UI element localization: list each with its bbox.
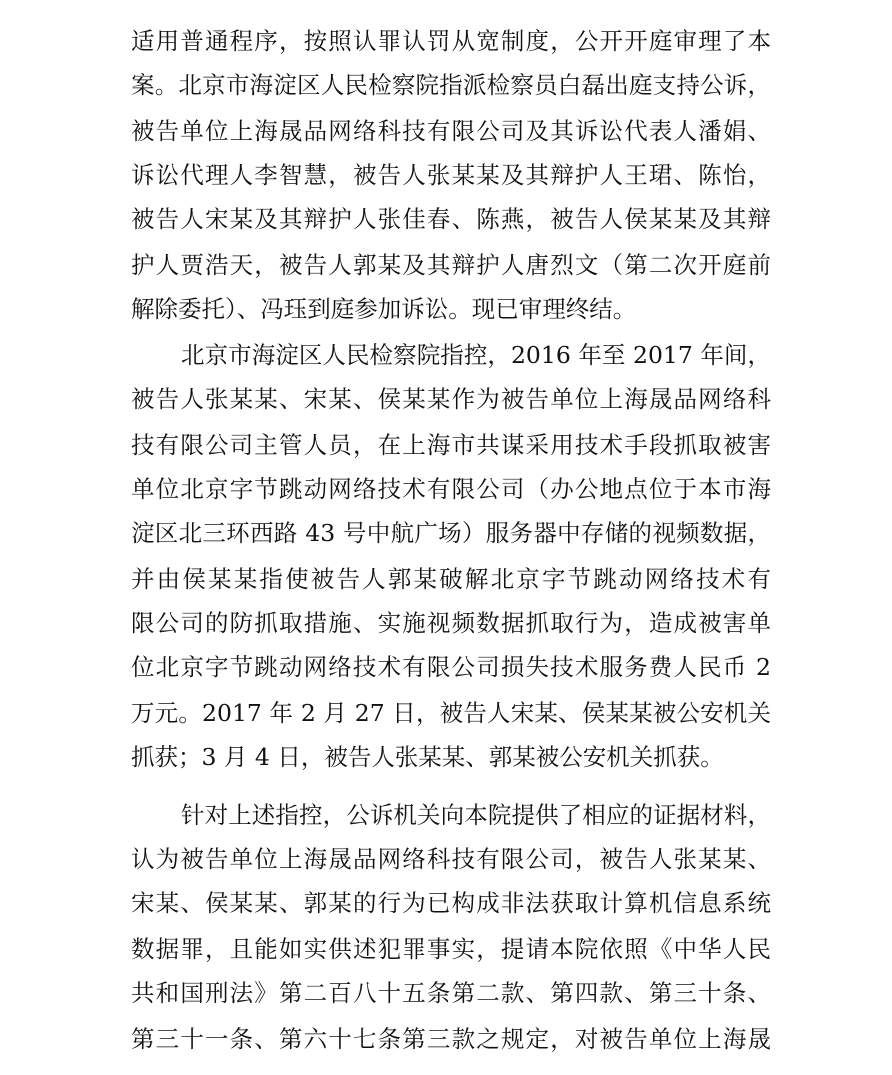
- text-line: 技有限公司主管人员，在上海市共谋采用技术手段抓取被害: [131, 431, 771, 459]
- text-line: 被告单位上海晟品网络科技有限公司及其诉讼代表人潘娟、: [131, 117, 771, 145]
- text-line: 抓获；3 月 4 日，被告人张某某、郭某被公安机关抓获。: [131, 743, 724, 771]
- text-line: 针对上述指控，公诉机关向本院提供了相应的证据材料，: [181, 801, 771, 829]
- text-line: 万元。2017 年 2 月 27 日，被告人宋某、侯某某被公安机关: [131, 699, 771, 727]
- text-line: 解除委托）、冯珏到庭参加诉讼。现已审理终结。: [131, 295, 637, 323]
- text-line: 单位北京字节跳动网络技术有限公司（办公地点位于本市海: [131, 475, 771, 503]
- text-line: 认为被告单位上海晟品网络科技有限公司，被告人张某某、: [131, 845, 771, 873]
- text-line: 护人贾浩天，被告人郭某及其辩护人唐烈文（第二次开庭前: [131, 251, 771, 279]
- text-line: 适用普通程序，按照认罪认罚从宽制度，公开开庭审理了本: [131, 27, 771, 55]
- text-line: 被告人张某某、宋某、侯某某作为被告单位上海晟品网络科: [131, 385, 771, 413]
- text-line: 宋某、侯某某、郭某的行为已构成非法获取计算机信息系统: [131, 889, 771, 917]
- text-line: 数据罪，且能如实供述犯罪事实，提请本院依照《中华人民: [131, 935, 771, 963]
- text-line: 共和国刑法》第二百八十五条第二款、第四款、第三十条、: [131, 979, 771, 1007]
- text-line: 被告人宋某及其辩护人张佳春、陈燕，被告人侯某某及其辩: [131, 205, 771, 233]
- text-line: 限公司的防抓取措施、实施视频数据抓取行为，造成被害单: [131, 609, 771, 637]
- text-line: 淀区北三环西路 43 号中航广场）服务器中存储的视频数据，: [131, 519, 771, 547]
- text-line: 案。北京市海淀区人民检察院指派检察员白磊出庭支持公诉，: [131, 71, 771, 99]
- text-line: 位北京字节跳动网络技术有限公司损失技术服务费人民币 2: [131, 653, 771, 681]
- text-line: 诉讼代理人李智慧，被告人张某某及其辩护人王珺、陈怡，: [131, 161, 771, 189]
- text-line: 北京市海淀区人民检察院指控，2016 年至 2017 年间，: [181, 341, 771, 369]
- text-line: 第三十一条、第六十七条第三款之规定，对被告单位上海晟: [131, 1025, 771, 1053]
- text-line: 并由侯某某指使被告人郭某破解北京字节跳动网络技术有: [131, 565, 771, 593]
